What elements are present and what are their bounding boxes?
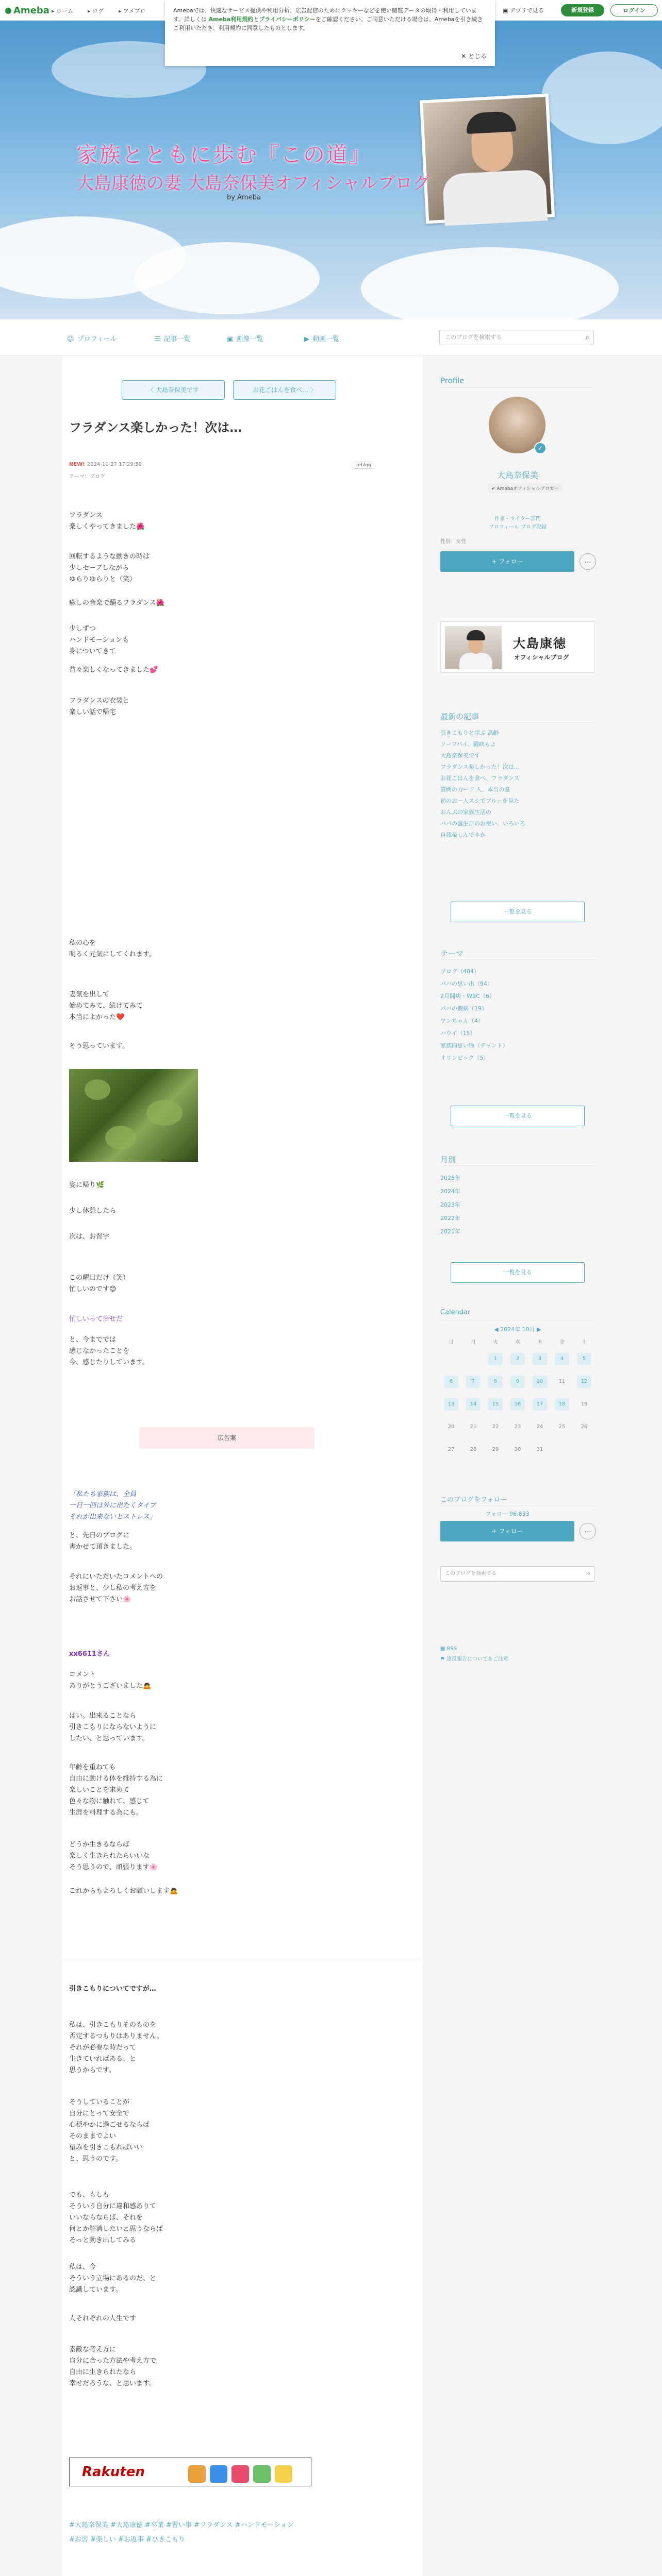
husband-name: 大島康徳 xyxy=(513,636,567,651)
bag-icon xyxy=(253,2465,271,2483)
calendar-day[interactable]: 2 xyxy=(510,1353,525,1365)
entry-quote: 「私たち家族は、全員 一日一回は外に出たくタイプ それが出来ないとストレス」 xyxy=(69,1490,156,1521)
rakuten-logo: Rakuten xyxy=(82,2464,145,2480)
nav-log-label: ログ xyxy=(92,8,104,14)
calendar-day[interactable]: 6 xyxy=(444,1376,458,1388)
calendar-weekday: 日 xyxy=(449,1340,454,1345)
calendar-day: 23 xyxy=(514,1424,521,1430)
nav-images-label: 画像一覧 xyxy=(236,335,263,343)
theme-item[interactable]: 家族的思い物（チャント） xyxy=(440,1042,508,1049)
video-icon: ▶ xyxy=(304,335,309,343)
recent-item[interactable]: ソーフバイ、闘病もよ xyxy=(440,741,496,748)
image-icon: ▣ xyxy=(227,335,234,343)
bag-icon xyxy=(188,2465,206,2483)
follow-more-button[interactable]: … xyxy=(580,553,596,570)
theme-item[interactable]: オリンピック（5） xyxy=(440,1055,489,1061)
list-icon: ☰ xyxy=(155,335,161,343)
entry-paragraph: そうしていることが 自分にとって安全で 心穏やかに過ごせるならば そのままでよい 望みを引きこもればいい と、思うのです。 xyxy=(69,2098,150,2163)
calendar-day[interactable]: 10 xyxy=(533,1376,547,1388)
bag-icon xyxy=(210,2465,227,2483)
next-entry-button[interactable]: お花ごはんを食べ… 〉 xyxy=(233,380,336,400)
photo-shirt xyxy=(442,169,548,226)
calendar-weekday: 火 xyxy=(493,1340,498,1345)
entry-paragraph-highlight: 忙しいって幸せだ xyxy=(69,1315,123,1323)
profile-meta: 性別：女性 xyxy=(440,539,466,545)
calendar-day: 28 xyxy=(470,1447,477,1452)
calendar-day[interactable]: 4 xyxy=(555,1353,569,1365)
calendar-weekday: 金 xyxy=(559,1340,565,1345)
entry-date-value: 2024-10-27 17:29:58 xyxy=(87,462,142,467)
reblog-badge[interactable]: reblog xyxy=(354,462,373,469)
nav-home-label: ホーム xyxy=(56,8,74,14)
report-icon: ⚑ xyxy=(440,1656,445,1662)
entry-paragraph: と、先日のブログに 書かせて頂きました。 xyxy=(69,1532,137,1551)
nav-profile-label: プロフィール xyxy=(77,335,117,343)
signup-button[interactable]: 新規登録 xyxy=(561,4,604,16)
calendar-day: 30 xyxy=(514,1447,521,1452)
nav-home[interactable]: ▸ ホーム xyxy=(52,8,74,14)
divider xyxy=(440,1505,595,1506)
calendar-day: 11 xyxy=(558,1379,566,1384)
entry-paragraph: 人それぞれの人生です xyxy=(69,2315,137,2323)
calendar-day[interactable]: 14 xyxy=(466,1398,481,1411)
search-icon[interactable]: ⌕ xyxy=(585,333,589,342)
report-link[interactable] xyxy=(440,1654,595,1665)
entry-paragraph: フラダンスの衣装と 楽しい話で帰宅 xyxy=(69,697,129,716)
calendar-day[interactable]: 5 xyxy=(577,1353,591,1365)
ad-label: 広告案 xyxy=(139,1427,315,1449)
notice-text: Amebaでは、快適なサービス提供や利用分析、広告配信のためにクッキーなどを使い閲覧データの取得・利用しています。詳しくは xyxy=(173,7,477,23)
month-list xyxy=(440,1172,595,1239)
follow-heading: このブログをフォロー xyxy=(440,1496,507,1504)
follow-button-bottom[interactable]: + フォロー xyxy=(440,1521,574,1541)
month-more-button[interactable]: 一覧を見る xyxy=(451,1262,585,1283)
entry-paragraph: と、今まででは 感じなかったことを 今、感じたりしています。 xyxy=(69,1336,149,1366)
recent-heading: 最新の記事 xyxy=(440,712,479,721)
follow-button[interactable]: + フォロー xyxy=(440,551,574,572)
entry-title: フラダンス楽しかった！次は… xyxy=(69,420,242,435)
nav-ameblo[interactable]: ▸ アメブロ xyxy=(119,8,146,14)
calendar-day: 29 xyxy=(492,1447,499,1452)
cloud-decoration xyxy=(361,247,619,319)
verified-icon: ✓ xyxy=(534,442,547,454)
entry-date xyxy=(69,462,142,467)
entry-paragraph: 私の心を 明るく元気にしてくれます。 xyxy=(69,939,156,958)
calendar-weekday: 土 xyxy=(582,1340,587,1345)
section-title: 引きこもりについてですが… xyxy=(69,1985,156,1993)
recent-item[interactable]: 自我楽しんでネか xyxy=(440,832,486,838)
calendar-day: 25 xyxy=(558,1424,566,1430)
bag-icon xyxy=(275,2465,292,2483)
entry-theme[interactable]: テーマ：ブログ xyxy=(69,474,105,480)
entry-paragraph: 私は、今 そういう立場にあるのだ、と 認識しています。 xyxy=(69,2263,157,2294)
cloud-decoration xyxy=(541,52,662,144)
nav-entries-label: 記事一覧 xyxy=(163,335,191,343)
recent-item[interactable]: 大島奈保美です xyxy=(440,752,480,759)
nav-videos[interactable] xyxy=(304,333,339,343)
husband-photo-cap xyxy=(467,630,485,640)
entry-paragraph: 私は、引きこもりそのものを 否定するつもりはありません。 それが必要な時だって 生きていればある、と 思うからです。 xyxy=(69,2021,163,2074)
sidebar xyxy=(433,355,603,1695)
calendar-month-nav[interactable]: ◀ 2024年 10月 ▶ xyxy=(494,1326,541,1333)
divider xyxy=(440,1165,595,1166)
calendar-weekday: 月 xyxy=(471,1340,476,1345)
entry-paragraph: 少しずつ ハンドモーションも 身についてきて xyxy=(69,625,129,655)
theme-heading: テーマ xyxy=(440,949,464,958)
divider xyxy=(440,959,595,960)
calendar-day[interactable]: 12 xyxy=(577,1376,591,1388)
sidebar-search-placeholder: このブログを検索する xyxy=(445,1571,496,1577)
entry-paragraph: コメント ありがとうございました🙇 xyxy=(69,1671,152,1690)
calendar-day: 19 xyxy=(581,1401,588,1407)
entry-paragraph: 少し休憩したら xyxy=(69,1207,117,1215)
entry-paragraph: 回転するような動きの時は 少しセーブしながら ゆらりゆらりと（笑） xyxy=(69,553,150,583)
month-item[interactable]: 2023年 xyxy=(440,1201,460,1208)
theme-list xyxy=(440,965,595,1064)
calendar-day[interactable]: 18 xyxy=(555,1398,569,1411)
ameba-logo[interactable] xyxy=(5,5,49,16)
prev-entry-button[interactable]: 〈 大島奈保美です xyxy=(122,380,225,400)
rss-icon: ▦ xyxy=(440,1646,445,1652)
husband-sub: オフィシャルブログ xyxy=(514,654,569,661)
calendar-day: 26 xyxy=(581,1424,588,1430)
blog-search-input[interactable] xyxy=(439,330,594,345)
theme-item[interactable]: ブログ（404） xyxy=(440,968,479,975)
follow-more-button-bottom[interactable]: … xyxy=(580,1523,596,1539)
recent-item[interactable]: 引きこもりと学ぶ 高齢 xyxy=(440,730,499,736)
husband-photo xyxy=(445,626,502,669)
profile-icon: ☺ xyxy=(67,335,74,343)
official-badge-label: Amebaオフィシャルブロガー xyxy=(496,486,559,492)
calendar-day[interactable]: 1 xyxy=(488,1353,503,1365)
entry-paragraph: それにいただいたコメントへの お返事と、少し私の考え方を お話させて下さい🌸 xyxy=(69,1573,163,1603)
calendar-day: 27 xyxy=(448,1447,455,1452)
blog-title: 家族とともに歩む『この道』 xyxy=(76,142,372,167)
calendar-day: 24 xyxy=(536,1424,543,1430)
recent-item[interactable]: パパの誕生日のお祝い、いろいろ xyxy=(440,820,525,827)
hashtag-list[interactable]: #大島奈保美 #大島康徳 #卒業 #習い事 #フラダンス #ハンドモーション xyxy=(69,2521,294,2529)
photo-leaf xyxy=(105,1126,136,1149)
profile-description[interactable]: 作家・ライター部門 プロフィール ブログ記録 xyxy=(488,516,547,530)
ameba-logo-icon xyxy=(5,8,11,14)
nav-images[interactable] xyxy=(227,333,263,343)
photo-cap xyxy=(466,111,516,134)
month-item[interactable]: 2021年 xyxy=(440,1228,460,1235)
notice-mid: と xyxy=(253,16,259,23)
bag-icon xyxy=(231,2465,249,2483)
calendar-day: 22 xyxy=(492,1424,499,1430)
blog-nav xyxy=(0,319,662,355)
theme-item[interactable]: パパの闘病（19） xyxy=(440,1005,487,1012)
recent-item[interactable]: フラダンス楽しかった！次は… xyxy=(440,764,520,770)
nav-log[interactable]: ▸ ログ xyxy=(88,8,104,14)
search-icon[interactable]: ⌕ xyxy=(587,1571,590,1577)
app-link[interactable]: ▣ アプリで見る xyxy=(503,7,544,14)
app-link-label: アプリで見る xyxy=(509,7,544,14)
entry-paragraph: これからもよろしくお願いします🙇 xyxy=(69,1887,178,1895)
official-badge: ✔ Amebaオフィシャルブロガー xyxy=(487,483,563,493)
recent-item[interactable]: お花ごはんを食べ、フラダンス xyxy=(440,775,520,782)
entry-paragraph: 妻気を出して 始めてみて、続けてみて 本当によかった❤️ xyxy=(69,991,143,1021)
calendar-day[interactable]: 7 xyxy=(466,1376,481,1388)
entry-paragraph: この曜日だけ（笑） 忙しいのです😊 xyxy=(69,1274,130,1293)
recent-list xyxy=(440,727,595,841)
theme-item[interactable]: パパの思い出（94） xyxy=(440,980,493,987)
logo-text: Ameba xyxy=(13,5,49,16)
rss-link[interactable] xyxy=(440,1643,595,1655)
theme-item[interactable]: ワンちゃん（4） xyxy=(440,1018,484,1024)
notice-end: をご確認ください。ご同意いただける場合は、Amebaを引き続きご利用いただき、利用規約に同意したものとします。 xyxy=(173,16,483,31)
privacy-link[interactable]: プライバシーポリシー xyxy=(259,16,316,23)
sidebar-search-input[interactable] xyxy=(440,1566,595,1582)
calendar-day: 31 xyxy=(536,1447,543,1452)
hashtag-list[interactable]: #お習 #楽しい #お返事 #ひきこもり xyxy=(69,2536,185,2544)
theme-more-button[interactable]: 一覧を見る xyxy=(451,1106,585,1126)
month-item[interactable]: 2022年 xyxy=(440,1215,460,1222)
divider xyxy=(440,722,595,723)
entry-paragraph: フラダンス 楽しくやってきました🌺 xyxy=(69,512,145,531)
month-item[interactable]: 2024年 xyxy=(440,1188,460,1195)
month-item[interactable]: 2025年 xyxy=(440,1175,460,1181)
blog-subtitle: 大島康徳の妻 大島奈保美オフィシャルブログ xyxy=(76,173,431,194)
nav-profile[interactable] xyxy=(67,333,117,343)
cookie-notice xyxy=(165,0,495,66)
entry-paragraph: どうか生きるならば 楽しく生きられたらいいな そう思うので、頑張ります🌸 xyxy=(69,1841,158,1871)
nav-ameblo-label: アメブロ xyxy=(123,8,146,14)
entry-paragraph: 素敵な考え方に 自分に合った方法や考え方で 自由に生きられたなら 幸せだろうな、と思います。 xyxy=(69,2346,157,2387)
calendar-weekday: 水 xyxy=(515,1340,520,1345)
photo-leaf xyxy=(85,1079,110,1100)
theme-item[interactable]: 2月闘病・WBC（6） xyxy=(440,993,495,999)
report-label: 違反報告について＆ご注意 xyxy=(446,1656,508,1662)
calendar-day[interactable]: 15 xyxy=(488,1398,503,1411)
profile-name[interactable]: 大島奈保美 xyxy=(496,470,538,480)
terms-link[interactable]: Ameba利用規約 xyxy=(208,16,254,23)
calendar-day: 20 xyxy=(448,1424,455,1430)
rss-label: RSS xyxy=(446,1646,457,1652)
entry-paragraph: 姿に帰り🌿 xyxy=(69,1181,105,1189)
entry-paragraph: 次は、お習字 xyxy=(69,1233,110,1241)
profile-heading: Profile xyxy=(440,376,465,385)
recent-item[interactable]: 質問の力ード 人、本当の息 xyxy=(440,786,510,793)
notice-close-button[interactable]: ✕ とじる xyxy=(461,53,487,60)
entry-paragraph: でも、もしも そういう自分に違和感ありて いいならならば、それを 何とか解消したいと思うならば そっと動き出してみる xyxy=(69,2191,163,2244)
divider xyxy=(440,387,595,388)
new-badge: NEW! xyxy=(69,462,85,467)
calendar-day[interactable]: 8 xyxy=(488,1376,503,1388)
entry-photo[interactable] xyxy=(69,1069,198,1162)
login-button[interactable]: ログイン xyxy=(610,4,658,16)
rakuten-banner[interactable] xyxy=(69,2458,311,2486)
entry-main xyxy=(62,355,423,2576)
calendar-day: 21 xyxy=(470,1424,477,1430)
entry-paragraph: 益々楽しくなってきました💕 xyxy=(69,666,158,674)
husband-photo-body xyxy=(459,653,492,669)
entry-paragraph: はい。出来ることなら 引きこもりにならないように したい、と思っています。 xyxy=(69,1712,157,1742)
theme-item[interactable]: ハウイ（15） xyxy=(440,1030,476,1037)
header-photo xyxy=(420,94,555,224)
entry-paragraph: そう思っています。 xyxy=(69,1042,129,1050)
calendar-day[interactable]: 3 xyxy=(533,1353,547,1365)
cloud-decoration xyxy=(134,242,320,314)
entry-paragraph: 癒しの音楽で踊るフラダンス🌺 xyxy=(69,599,164,607)
calendar-weekday: 木 xyxy=(537,1340,542,1345)
photo-leaf xyxy=(146,1100,183,1126)
nav-videos-label: 動画一覧 xyxy=(312,335,340,343)
calendar-heading: Calendar xyxy=(440,1309,471,1316)
nav-entries[interactable] xyxy=(155,333,191,343)
calendar-day[interactable]: 13 xyxy=(444,1398,458,1411)
by-ameba: by Ameba xyxy=(227,194,261,201)
commenter-name: xx6611さん xyxy=(69,1650,110,1658)
recent-item[interactable]: 初のお一人スシでブルーを見た xyxy=(440,798,520,804)
calendar-day[interactable]: 16 xyxy=(510,1398,525,1411)
recent-item[interactable]: おんぶの家族生活の xyxy=(440,809,491,816)
entry-paragraph: 年齢を重ねても 自由に動ける体を維持する為に 楽しいことを求めて 色々な物に触れて、感じて 生涯を料理する為にも。 xyxy=(69,1764,163,1817)
calendar-grid xyxy=(440,1336,595,1491)
husband-blog-banner[interactable] xyxy=(440,621,595,673)
calendar-day[interactable]: 17 xyxy=(533,1398,547,1411)
recent-more-button[interactable]: 一覧を見る xyxy=(451,902,585,922)
calendar-day[interactable]: 9 xyxy=(510,1376,525,1388)
month-heading: 月別 xyxy=(440,1155,456,1164)
follow-count: フォロー 96,833 xyxy=(485,1511,529,1517)
search-placeholder: このブログを検索する xyxy=(445,334,502,341)
